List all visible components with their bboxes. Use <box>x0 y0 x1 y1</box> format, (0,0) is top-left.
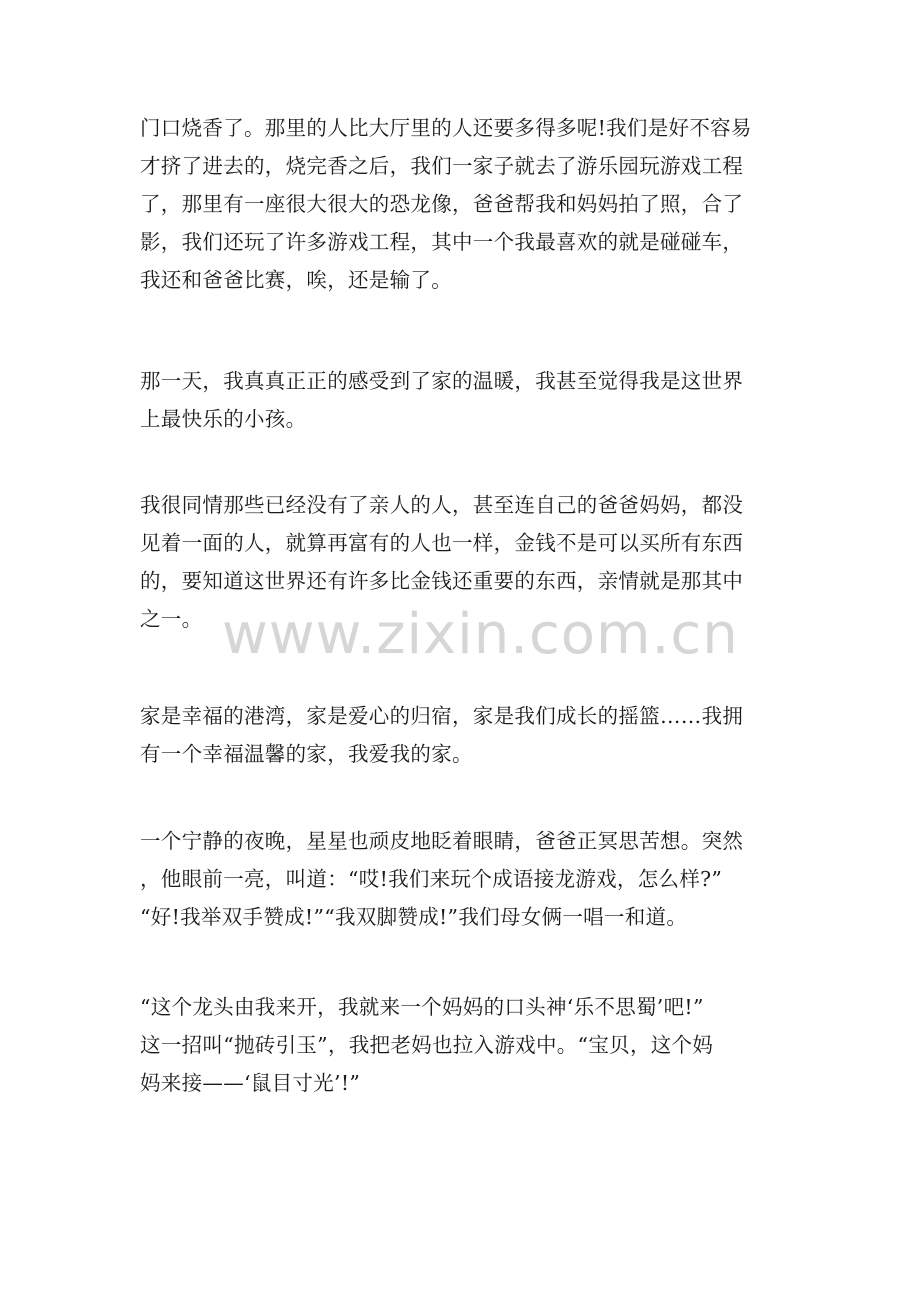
watermark-text: www.zixin.com.cn <box>222 602 739 667</box>
paragraph-2 <box>140 362 780 438</box>
text-line: “这个龙头由我来开，我就来一个妈妈的口头神‘乐不思蜀’吧!” <box>140 995 704 1019</box>
text-line: 那一天，我真真正正的感受到了家的温暖，我甚至觉得我是这世界 <box>140 369 744 393</box>
paragraph-6 <box>140 988 780 1102</box>
text-line: 见着一面的人，就算再富有的人也一样，金钱不是可以买所有东西 <box>140 531 744 555</box>
text-line: 家是幸福的港湾，家是爱心的归宿，家是我们成长的摇篮……我拥 <box>140 704 744 728</box>
text-line: 影，我们还玩了许多游戏工程，其中一个我最喜欢的就是碰碰车， <box>140 230 744 254</box>
paragraph-5 <box>140 822 780 936</box>
text-line: 门口烧香了。那里的人比大厅里的人还要多得多呢!我们是好不容易 <box>140 116 752 140</box>
text-line: 这一招叫“抛砖引玉”，我把老妈也拉入游戏中。“宝贝，这个妈 <box>140 1033 714 1057</box>
paragraph-3 <box>140 486 780 638</box>
text-line: 上最快乐的小孩。 <box>140 407 307 431</box>
text-line: 有一个幸福温馨的家，我爱我的家。 <box>140 742 473 766</box>
text-line: 一个宁静的夜晚，星星也顽皮地眨着眼睛，爸爸正冥思苦想。突然 <box>140 829 744 853</box>
text-line: 我很同情那些已经没有了亲人的人，甚至连自己的爸爸妈妈，都没 <box>140 493 744 517</box>
paragraph-1 <box>140 109 780 299</box>
text-line: ，他眼前一亮，叫道：“哎!我们来玩个成语接龙游戏，怎么样?” <box>140 867 723 891</box>
text-line: 的，要知道这世界还有许多比金钱还重要的东西，亲情就是那其中 <box>140 569 744 593</box>
text-line: 了，那里有一座很大很大的恐龙像，爸爸帮我和妈妈拍了照，合了 <box>140 192 744 216</box>
paragraph-4 <box>140 697 780 773</box>
text-line: 妈来接——‘鼠目寸光’!” <box>140 1071 361 1095</box>
text-line: “好!我举双手赞成!”“我双脚赞成!”我们母女俩一唱一和道。 <box>140 905 688 929</box>
text-line: 才挤了进去的，烧完香之后，我们一家子就去了游乐园玩游戏工程 <box>140 154 744 178</box>
text-line: 我还和爸爸比赛，唉，还是输了。 <box>140 268 452 292</box>
text-line: 之一。 <box>140 607 203 631</box>
